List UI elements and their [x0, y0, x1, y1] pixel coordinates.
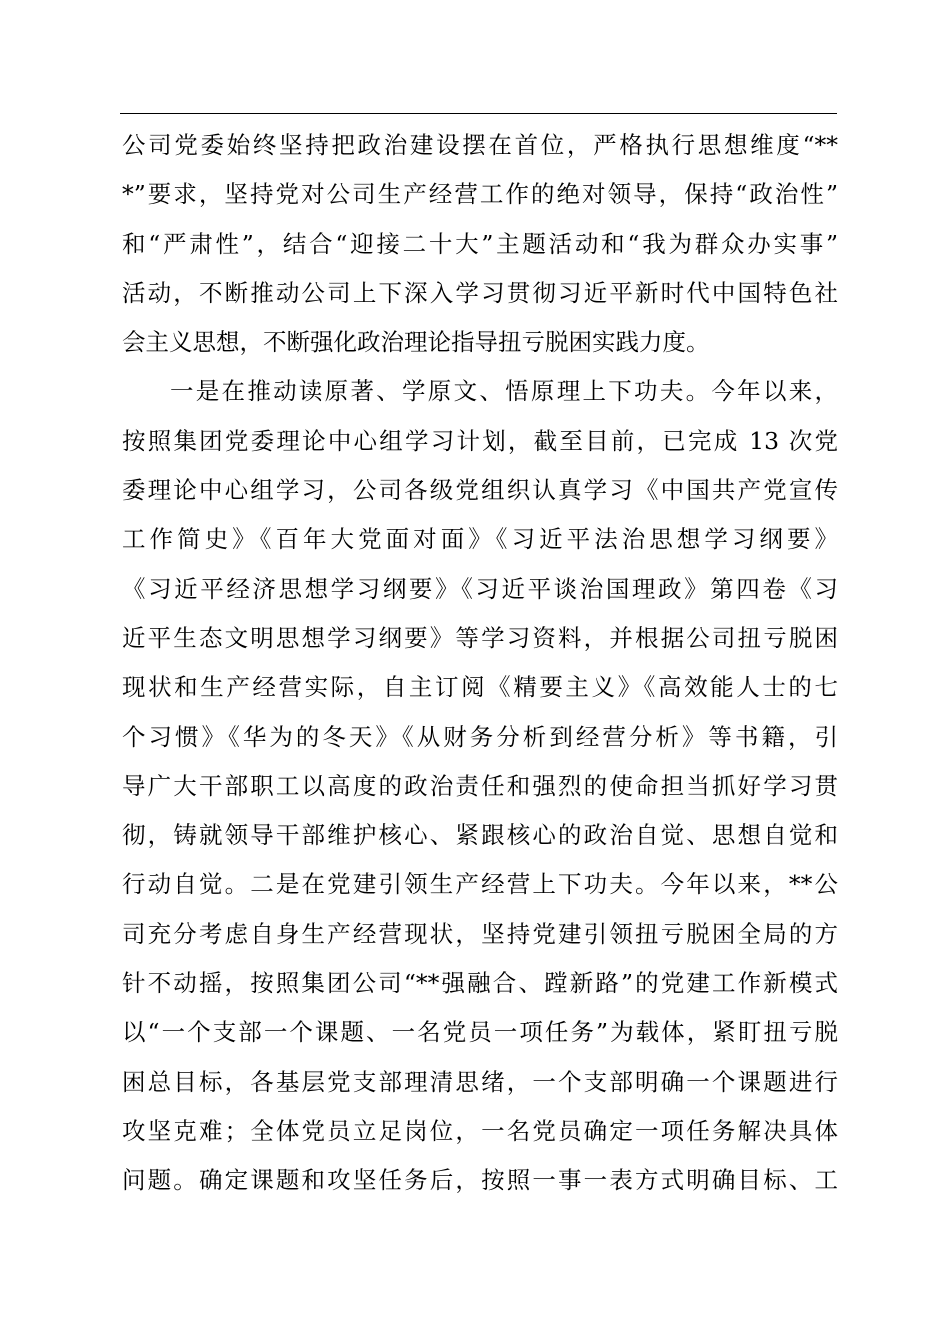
body-text [122, 121, 838, 1206]
text-line: 针不动摇，按照集团公司“**强融合、蹚新路”的党建工作新模式 [122, 969, 838, 998]
text-line: 攻坚克难；全体党员立足岗位，一名党员确定一项任务解决具体 [122, 1116, 838, 1145]
text-line: 个习惯》《华为的冬天》《从财务分析到经营分析》等书籍，引 [122, 722, 838, 751]
text-line: 会主义思想，不断强化政治理论指导扭亏脱困实践力度。 [122, 328, 710, 357]
text-line: *”要求，坚持党对公司生产经营工作的绝对领导，保持“政治性” [122, 180, 838, 209]
text-line: 近平生态文明思想学习纲要》等学习资料，并根据公司扭亏脱困 [122, 623, 838, 652]
text-line: 和“严肃性”，结合“迎接二十大”主题活动和“我为群众办实事” [122, 229, 838, 258]
header-rule [120, 113, 837, 114]
text-line: 以“一个支部一个课题、一名党员一项任务”为载体，紧盯扭亏脱 [122, 1018, 838, 1047]
text-line: 导广大干部职工以高度的政治责任和强烈的使命担当抓好学习贯 [122, 771, 838, 800]
text-line: 彻，铸就领导干部维护核心、紧跟核心的政治自觉、思想自觉和 [122, 821, 838, 850]
text-line: 公司党委始终坚持把政治建设摆在首位，严格执行思想维度“** [122, 131, 838, 159]
text-line: 活动，不断推动公司上下深入学习贯彻习近平新时代中国特色社 [122, 278, 838, 307]
text-line: 工作简史》《百年大党面对面》《习近平法治思想学习纲要》 [122, 525, 838, 554]
paragraph-start-line: 一是在推动读原著、学原文、悟原理上下功夫。今年以来， [170, 377, 838, 406]
text-line: 《习近平经济思想学习纲要》《习近平谈治国理政》第四卷《习 [122, 574, 838, 603]
text-line: 现状和生产经营实际，自主订阅《精要主义》《高效能人士的七 [122, 673, 838, 702]
text-line: 行动自觉。二是在党建引领生产经营上下功夫。今年以来，**公 [122, 870, 838, 899]
text-line: 委理论中心组学习，公司各级党组织认真学习《中国共产党宣传 [122, 476, 838, 505]
text-line: 按照集团党委理论中心组学习计划，截至目前，已完成 13 次党 [122, 426, 838, 455]
text-line: 困总目标，各基层党支部理清思绪，一个支部明确一个课题进行 [122, 1067, 838, 1096]
text-line: 司充分考虑自身生产经营现状，坚持党建引领扭亏脱困全局的方 [122, 919, 838, 948]
text-line: 问题。确定课题和攻坚任务后，按照一事一表方式明确目标、工 [122, 1166, 838, 1195]
